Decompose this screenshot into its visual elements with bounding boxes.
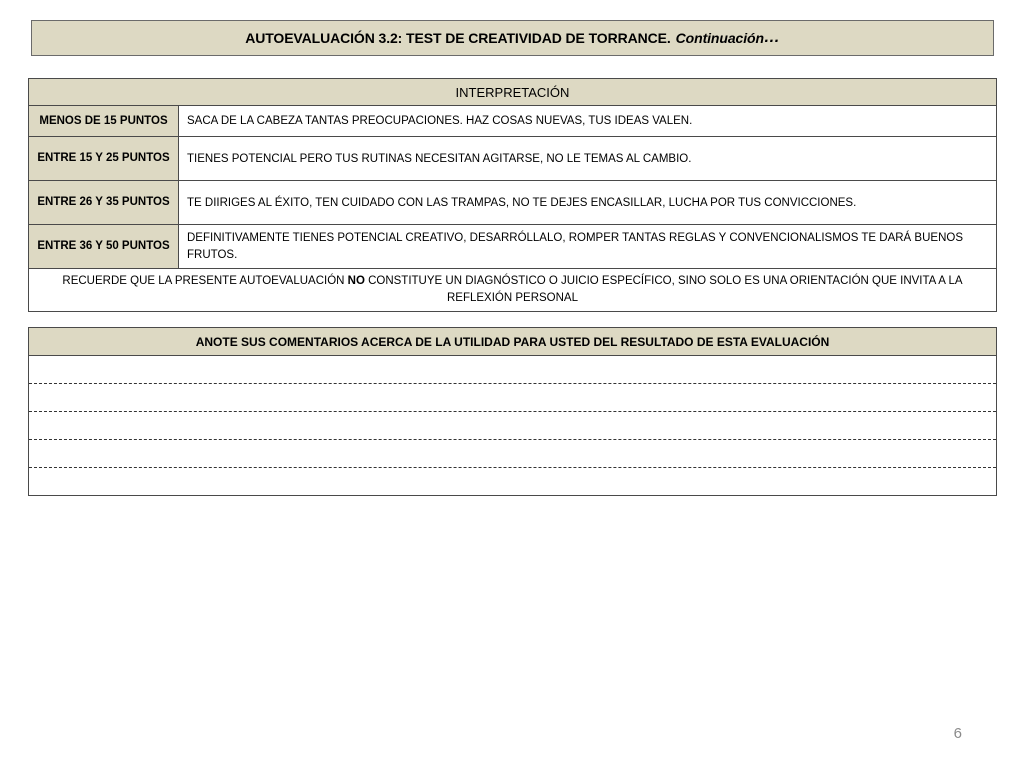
disclaimer-note bbox=[29, 269, 997, 312]
interpretation-text-cell: TE DIIRIGES AL ÉXITO, TEN CUIDADO CON LAS TRAMPAS, NO TE DEJES ENCASILLAR, LUCHA POR TUS CONVICCIONES. bbox=[179, 181, 997, 225]
disclaimer-text-end: CONSTITUYE UN DIAGNÓSTICO O JUICIO ESPECÍFICO, SINO SOLO ES UNA ORIENTACIÓN QUE INVITA A LA REFLEXIÓN PERSONAL bbox=[364, 275, 963, 304]
comment-line[interactable] bbox=[29, 384, 997, 412]
page-title-continuation: Continuación bbox=[675, 30, 764, 46]
interpretation-text-cell: TIENES POTENCIAL PERO TUS RUTINAS NECESITAN AGITARSE, NO LE TEMAS AL CAMBIO. bbox=[179, 137, 997, 181]
interpretation-table bbox=[28, 78, 997, 312]
comment-line[interactable] bbox=[29, 468, 997, 496]
score-range-cell: ENTRE 26 Y 35 PUNTOS bbox=[29, 181, 179, 225]
table-row bbox=[29, 225, 997, 269]
page-number: 6 bbox=[953, 725, 962, 742]
interpretation-text-cell: SACA DE LA CABEZA TANTAS PREOCUPACIONES. HAZ COSAS NUEVAS, TUS IDEAS VALEN. bbox=[179, 106, 997, 137]
comment-line-cell[interactable] bbox=[29, 412, 997, 440]
page-title-ellipsis: … bbox=[763, 29, 780, 46]
comment-line-cell[interactable] bbox=[29, 440, 997, 468]
disclaimer-emphasis: NO bbox=[347, 275, 365, 287]
interpretation-heading: INTERPRETACIÓN bbox=[29, 79, 997, 106]
score-range-cell: MENOS DE 15 PUNTOS bbox=[29, 106, 179, 137]
page-title: AUTOEVALUACIÓN 3.2: TEST DE CREATIVIDAD DE TORRANCE. bbox=[245, 30, 671, 46]
score-range-cell: ENTRE 15 Y 25 PUNTOS bbox=[29, 137, 179, 181]
comment-line-cell[interactable] bbox=[29, 356, 997, 384]
comment-line[interactable] bbox=[29, 356, 997, 384]
comments-header-row bbox=[29, 328, 997, 356]
comments-table bbox=[28, 327, 997, 496]
table-row bbox=[29, 106, 997, 137]
comment-line[interactable] bbox=[29, 440, 997, 468]
disclaimer-text-start: RECUERDE QUE LA PRESENTE AUTOEVALUACIÓN bbox=[62, 275, 348, 287]
table-row bbox=[29, 181, 997, 225]
comment-line-cell[interactable] bbox=[29, 384, 997, 412]
comments-heading: ANOTE SUS COMENTARIOS ACERCA DE LA UTILIDAD PARA USTED DEL RESULTADO DE ESTA EVALUACIÓN bbox=[29, 328, 997, 356]
table-row bbox=[29, 137, 997, 181]
interpretation-header-row bbox=[29, 79, 997, 106]
disclaimer-row bbox=[29, 269, 997, 312]
comment-line[interactable] bbox=[29, 412, 997, 440]
interpretation-text-cell: DEFINITIVAMENTE TIENES POTENCIAL CREATIVO, DESARRÓLLALO, ROMPER TANTAS REGLAS Y CONVENCIONALISMOS TE DARÁ BUENOS FRUTOS. bbox=[179, 225, 997, 269]
comment-line-cell[interactable] bbox=[29, 468, 997, 496]
page-title-box bbox=[31, 20, 994, 56]
score-range-cell: ENTRE 36 Y 50 PUNTOS bbox=[29, 225, 179, 269]
